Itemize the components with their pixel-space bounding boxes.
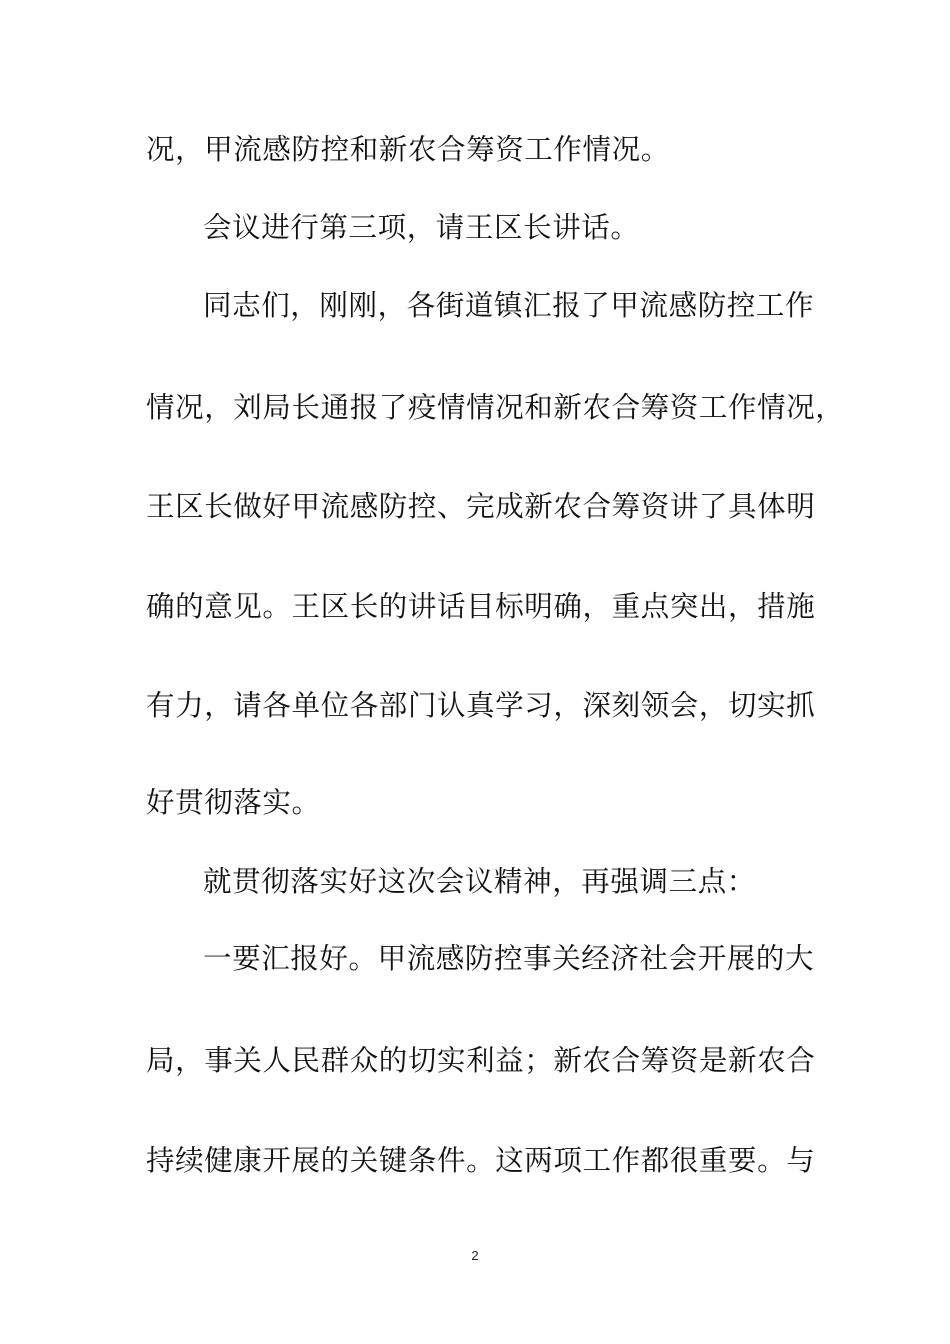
text-line-5: 王区长做好甲流感防控、完成新农合筹资讲了具体明 — [146, 490, 816, 523]
text-line-11: 局，事关人民群众的切实利益；新农合筹资是新农合 — [146, 1044, 816, 1077]
text-line-2: 会议进行第三项，请王区长讲话。 — [203, 211, 640, 244]
text-line-10: 一要汇报好。甲流感防控事关经济社会开展的大 — [203, 942, 815, 975]
page-number: 2 — [471, 1248, 479, 1263]
text-line-1: 况，甲流感防控和新农合筹资工作情况。 — [146, 133, 670, 166]
text-line-7: 有力，请各单位各部门认真学习，深刻领会，切实抓 — [146, 689, 816, 722]
text-line-12: 持续健康开展的关键条件。这两项工作都很重要。与 — [146, 1144, 816, 1177]
text-line-9: 就贯彻落实好这次会议精神，再强调三点： — [203, 865, 756, 898]
text-line-8: 好贯彻落实。 — [146, 786, 321, 819]
text-line-3: 同志们，刚刚，各街道镇汇报了甲流感防控工作 — [203, 289, 815, 322]
text-line-6: 确的意见。王区长的讲话目标明确，重点突出，措施 — [146, 590, 816, 623]
text-line-4: 情况，刘局长通报了疫情情况和新农合筹资工作情况， — [146, 391, 845, 424]
